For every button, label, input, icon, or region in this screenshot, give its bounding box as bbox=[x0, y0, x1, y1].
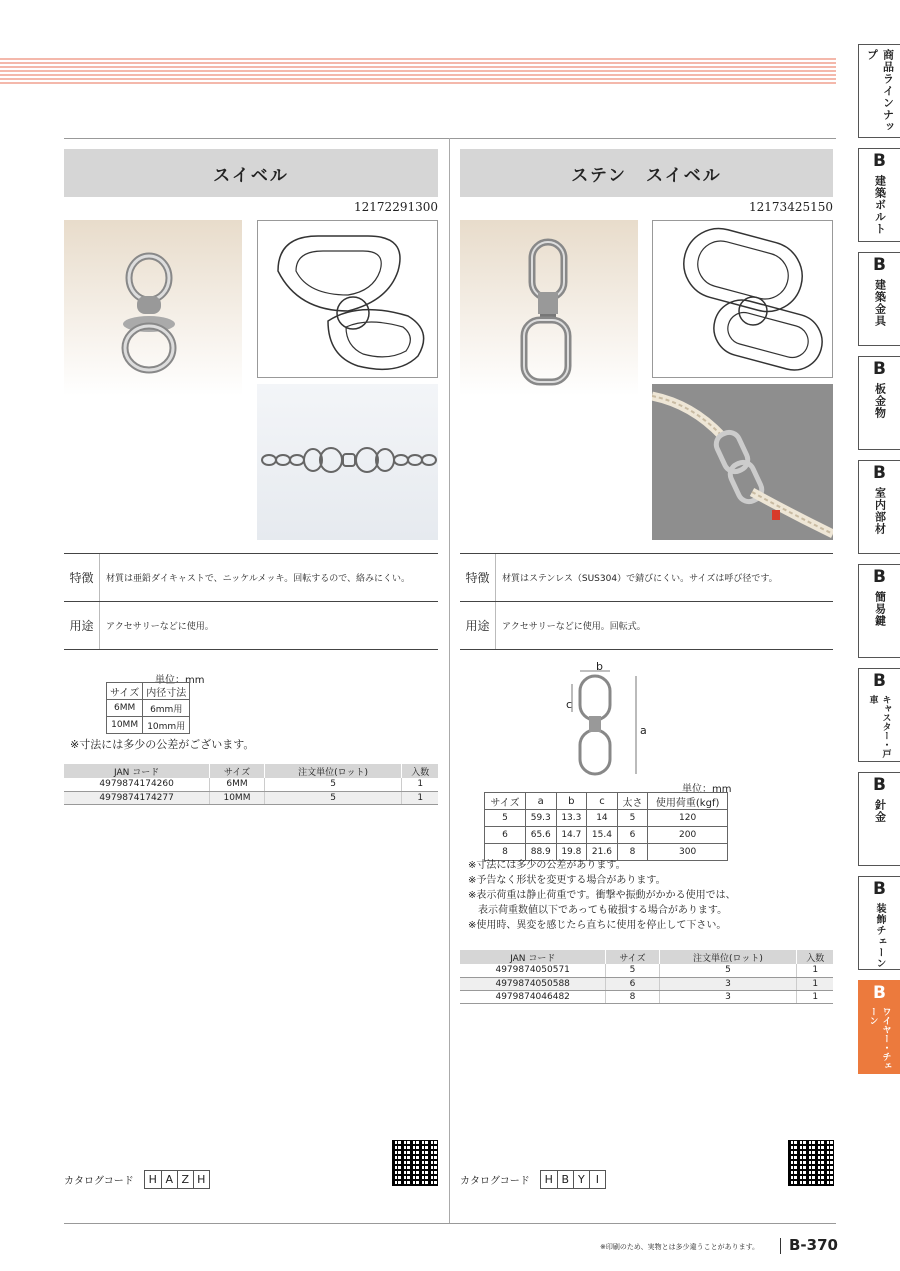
dim-c-cell: 14 bbox=[587, 810, 618, 827]
table-row bbox=[64, 791, 438, 804]
qty-cell: 1 bbox=[797, 990, 833, 1003]
right-spec-table bbox=[484, 792, 728, 861]
side-tab-simple-locks[interactable] bbox=[858, 564, 900, 658]
side-tab-building-bolts[interactable] bbox=[858, 148, 900, 242]
dim-a-cell: 88.9 bbox=[525, 844, 556, 861]
note-line: ※寸法には多少の公差があります。 bbox=[468, 860, 626, 871]
tab-label: 簡易鍵 bbox=[873, 591, 887, 627]
footer-divider bbox=[780, 1238, 781, 1254]
load-header: 使用荷重(kgf) bbox=[648, 793, 728, 810]
size-cell: 8 bbox=[606, 990, 659, 1003]
dim-b-cell: 14.7 bbox=[556, 827, 587, 844]
left-size-table bbox=[106, 682, 190, 734]
feature-row bbox=[460, 554, 833, 602]
left-line-drawing bbox=[257, 220, 438, 378]
side-tab-lineup[interactable] bbox=[858, 44, 900, 138]
top-rule bbox=[64, 138, 836, 139]
inner-size-cell: 6mm用 bbox=[143, 700, 190, 717]
left-chain-photo bbox=[257, 384, 438, 540]
right-unit-label: 単位：mm bbox=[682, 784, 732, 795]
dim-c-cell: 21.6 bbox=[587, 844, 618, 861]
tab-label: 建築金具 bbox=[873, 279, 887, 327]
tab-label: 装飾チェーン bbox=[874, 903, 885, 969]
qty-header: 入数 bbox=[402, 764, 438, 778]
load-cell: 200 bbox=[648, 827, 728, 844]
catalog-code-boxes bbox=[540, 1170, 606, 1189]
size-header: サイズ bbox=[485, 793, 526, 810]
qty-header: 入数 bbox=[797, 950, 833, 964]
size-cell: 10MM bbox=[107, 717, 143, 734]
usage-label: 用途 bbox=[64, 602, 100, 649]
dim-c-label: c bbox=[566, 698, 573, 711]
jan-header: JAN コード bbox=[460, 950, 606, 964]
inner-size-header: 内径寸法 bbox=[143, 683, 190, 700]
size-header: サイズ bbox=[107, 683, 143, 700]
left-features bbox=[64, 553, 438, 650]
dimension-diagram bbox=[560, 660, 660, 780]
side-tab-sheet-metal[interactable] bbox=[858, 356, 900, 450]
right-product-title: ステン スイベル bbox=[460, 149, 833, 197]
right-product-code: 12173425150 bbox=[749, 200, 833, 214]
right-catalog-code bbox=[460, 1170, 606, 1189]
right-product-photo bbox=[460, 220, 638, 396]
tab-label: 室内部材 bbox=[873, 487, 887, 535]
size-cell: 8 bbox=[485, 844, 526, 861]
side-tab-wire[interactable] bbox=[858, 772, 900, 866]
code-char: H bbox=[544, 1173, 553, 1186]
note-line: ※使用時、異変を感じたら直ちに使用を停止して下さい。 bbox=[468, 920, 727, 931]
lot-cell: 5 bbox=[264, 791, 402, 804]
jan-cell: 4979874046482 bbox=[460, 990, 606, 1003]
qty-cell: 1 bbox=[402, 791, 438, 804]
dim-b-label: b bbox=[596, 660, 603, 673]
dim-b-header: b bbox=[556, 793, 587, 810]
left-catalog-code bbox=[64, 1170, 210, 1189]
tab-letter: B bbox=[873, 567, 886, 587]
tab-label: 板金物 bbox=[873, 383, 887, 419]
bottom-rule bbox=[64, 1223, 836, 1224]
side-tab-interior[interactable] bbox=[858, 460, 900, 554]
left-product-code: 12172291300 bbox=[354, 200, 438, 214]
tab-letter: B bbox=[873, 151, 886, 171]
thickness-cell: 8 bbox=[617, 844, 648, 861]
size-cell: 6 bbox=[485, 827, 526, 844]
tab-letter: B bbox=[873, 359, 886, 379]
column-divider bbox=[449, 138, 450, 1223]
table-row bbox=[460, 964, 833, 977]
code-char: B bbox=[557, 1171, 573, 1188]
table-row bbox=[64, 778, 438, 791]
page-number: B-370 bbox=[789, 1236, 838, 1254]
size-cell: 6MM bbox=[210, 778, 264, 791]
lot-cell: 3 bbox=[659, 990, 797, 1003]
left-jan-table bbox=[64, 764, 438, 805]
jan-cell: 4979874050588 bbox=[460, 977, 606, 990]
lot-header: 注文単位(ロット) bbox=[659, 950, 797, 964]
thickness-header: 太さ bbox=[617, 793, 648, 810]
right-jan-table bbox=[460, 950, 833, 1004]
right-features bbox=[460, 553, 833, 650]
tab-letter: B bbox=[873, 983, 886, 1003]
right-line-drawing bbox=[652, 220, 833, 378]
code-char: H bbox=[193, 1171, 209, 1188]
jan-header: JAN コード bbox=[64, 764, 210, 778]
feature-text: 材質は亜鉛ダイキャストで、ニッケルメッキ。回転するので、絡みにくい。 bbox=[106, 574, 411, 584]
tab-letter: B bbox=[873, 775, 886, 795]
size-cell: 5 bbox=[606, 964, 659, 977]
right-qr-code[interactable] bbox=[788, 1140, 834, 1186]
left-note: ※寸法には多少の公差がございます。 bbox=[70, 738, 255, 751]
footer-note: ※印刷のため、実物とは多少違うことがあります。 bbox=[600, 1243, 760, 1251]
load-cell: 300 bbox=[648, 844, 728, 861]
lot-header: 注文単位(ロット) bbox=[264, 764, 402, 778]
left-unit-label: 単位：mm bbox=[155, 675, 205, 686]
tab-label: 商品ラインナップ bbox=[865, 49, 895, 133]
tab-letter: B bbox=[873, 879, 886, 899]
feature-row bbox=[64, 554, 438, 602]
size-cell: 6MM bbox=[107, 700, 143, 717]
dim-a-header: a bbox=[525, 793, 556, 810]
jan-cell: 4979874174277 bbox=[64, 791, 210, 804]
feature-label: 特徴 bbox=[460, 554, 496, 601]
side-tab-casters[interactable] bbox=[858, 668, 900, 762]
catalog-label: カタログコード bbox=[460, 1176, 530, 1187]
thickness-cell: 6 bbox=[617, 827, 648, 844]
catalog-label: カタログコード bbox=[64, 1176, 134, 1187]
size-header: サイズ bbox=[210, 764, 264, 778]
jan-cell: 4979874174260 bbox=[64, 778, 210, 791]
usage-text: アクセサリーなどに使用。 bbox=[106, 622, 214, 632]
note-line: ※予告なく形状を変更する場合があります。 bbox=[468, 875, 666, 886]
right-notes bbox=[468, 858, 736, 933]
dim-c-cell: 15.4 bbox=[587, 827, 618, 844]
tab-letter: B bbox=[873, 255, 886, 275]
tab-label: 針金 bbox=[873, 799, 887, 823]
feature-label: 特徴 bbox=[64, 554, 100, 601]
right-rope-photo bbox=[652, 384, 833, 540]
usage-row bbox=[64, 602, 438, 650]
tab-label: キャスター・戸車 bbox=[867, 695, 891, 758]
tab-label: 建築ボルト bbox=[873, 175, 887, 235]
size-header: サイズ bbox=[606, 950, 659, 964]
table-row bbox=[460, 977, 833, 990]
code-char: H bbox=[148, 1173, 157, 1186]
feature-text: 材質はステンレス（SUS304）で錆びにくい。サイズは呼び径です。 bbox=[502, 574, 778, 584]
side-tab-building-hardware[interactable] bbox=[858, 252, 900, 346]
size-cell: 10MM bbox=[210, 791, 264, 804]
lot-cell: 5 bbox=[659, 964, 797, 977]
code-char: A bbox=[161, 1171, 177, 1188]
code-char: Z bbox=[177, 1171, 193, 1188]
lot-cell: 3 bbox=[659, 977, 797, 990]
left-product-photo bbox=[64, 220, 242, 396]
lot-cell: 5 bbox=[264, 778, 402, 791]
header-stripes bbox=[0, 58, 836, 84]
catalog-code-boxes bbox=[144, 1170, 210, 1189]
dim-b-cell: 19.8 bbox=[556, 844, 587, 861]
tab-label: ワイヤー・チェーン bbox=[867, 1007, 891, 1070]
left-qr-code[interactable] bbox=[392, 1140, 438, 1186]
tab-letter: B bbox=[873, 671, 886, 691]
inner-size-cell: 10mm用 bbox=[143, 717, 190, 734]
jan-cell: 4979874050571 bbox=[460, 964, 606, 977]
size-cell: 6 bbox=[606, 977, 659, 990]
left-product-title: スイベル bbox=[64, 149, 438, 197]
side-tab-decorative-chain[interactable] bbox=[858, 876, 900, 970]
load-cell: 120 bbox=[648, 810, 728, 827]
dim-a-cell: 65.6 bbox=[525, 827, 556, 844]
usage-text: アクセサリーなどに使用。回転式。 bbox=[502, 622, 646, 632]
thickness-cell: 5 bbox=[617, 810, 648, 827]
table-row bbox=[460, 990, 833, 1003]
code-char: Y bbox=[573, 1171, 589, 1188]
usage-label: 用途 bbox=[460, 602, 496, 649]
note-line: ※表示荷重は静止荷重です。衝撃や振動がかかる使用では、 bbox=[468, 890, 736, 901]
dim-a-label: a bbox=[640, 724, 647, 737]
dim-c-header: c bbox=[587, 793, 618, 810]
qty-cell: 1 bbox=[797, 964, 833, 977]
side-tab-wire-chain[interactable] bbox=[858, 980, 900, 1074]
qty-cell: 1 bbox=[797, 977, 833, 990]
dim-a-cell: 59.3 bbox=[525, 810, 556, 827]
note-line: 表示荷重数値以下であっても破損する場合があります。 bbox=[468, 905, 728, 916]
qty-cell: 1 bbox=[402, 778, 438, 791]
usage-row bbox=[460, 602, 833, 650]
dim-b-cell: 13.3 bbox=[556, 810, 587, 827]
size-cell: 5 bbox=[485, 810, 526, 827]
tab-letter: B bbox=[873, 463, 886, 483]
code-char: I bbox=[589, 1171, 605, 1188]
